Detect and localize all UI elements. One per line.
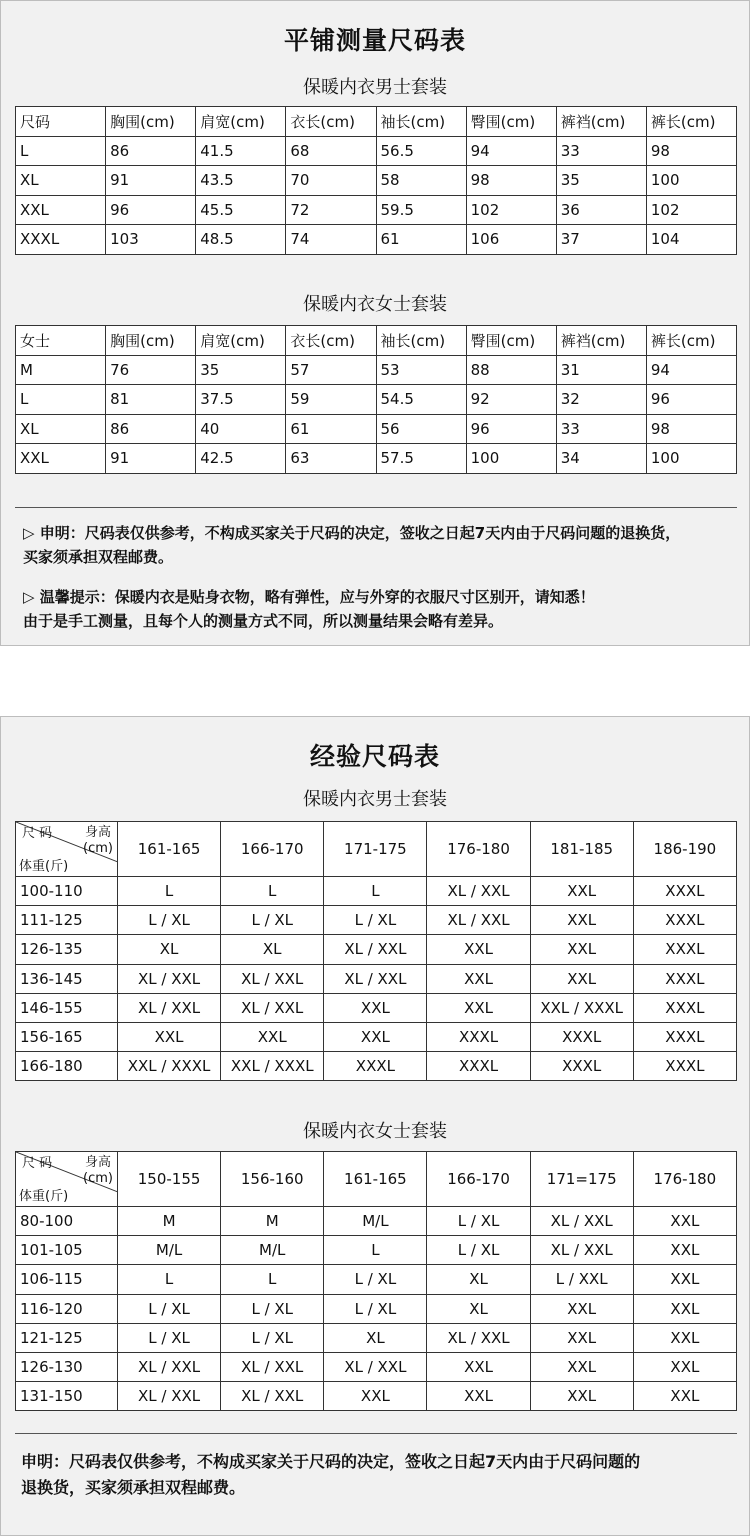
weight-cell: 126-130 bbox=[16, 1352, 118, 1381]
size-cell: XXL bbox=[633, 1323, 736, 1352]
size-cell: XXL bbox=[530, 1294, 633, 1323]
weight-cell: 116-120 bbox=[16, 1294, 118, 1323]
header-cell: 女士 bbox=[16, 326, 106, 356]
divider bbox=[15, 1433, 737, 1434]
table-cell: 32 bbox=[556, 385, 646, 415]
header-cell: 裤长(cm) bbox=[646, 107, 736, 137]
table-cell: 76 bbox=[106, 355, 196, 385]
height-header: 186-190 bbox=[633, 822, 736, 877]
table-cell: XXL bbox=[16, 444, 106, 474]
size-cell: M/L bbox=[118, 1236, 221, 1265]
header-cell: 臀围(cm) bbox=[466, 107, 556, 137]
table-cell: 54.5 bbox=[376, 385, 466, 415]
size-cell: L / XL bbox=[221, 1294, 324, 1323]
size-cell: XXXL bbox=[530, 1052, 633, 1081]
size-cell: XL / XXL bbox=[324, 935, 427, 964]
size-cell: XXXL bbox=[633, 1052, 736, 1081]
table-cell: 58 bbox=[376, 166, 466, 196]
size-cell: XXXL bbox=[633, 993, 736, 1022]
corner-height-unit: (cm) bbox=[83, 1171, 113, 1186]
header-cell: 肩宽(cm) bbox=[196, 326, 286, 356]
table-cell: 92 bbox=[466, 385, 556, 415]
weight-cell: 146-155 bbox=[16, 993, 118, 1022]
table-cell: XL bbox=[16, 166, 106, 196]
size-cell: XL / XXL bbox=[427, 1323, 530, 1352]
corner-weight-label: 体重(斤) bbox=[19, 1189, 69, 1204]
table-cell: 72 bbox=[286, 195, 376, 225]
header-cell: 胸围(cm) bbox=[106, 326, 196, 356]
table-cell: 103 bbox=[106, 225, 196, 255]
size-cell: XL / XXL bbox=[427, 877, 530, 906]
flat-measurement-title: 平铺测量尺码表 bbox=[283, 26, 466, 55]
divider bbox=[15, 507, 737, 508]
table-cell: XXXL bbox=[16, 225, 106, 255]
size-cell: XXL bbox=[633, 1382, 736, 1411]
size-cell: XXL bbox=[427, 1352, 530, 1381]
table-cell: 56.5 bbox=[376, 136, 466, 166]
size-cell: XXL / XXXL bbox=[530, 993, 633, 1022]
table-row bbox=[16, 906, 737, 935]
table-header-row bbox=[16, 822, 737, 877]
table-cell: 94 bbox=[466, 136, 556, 166]
table-cell: 56 bbox=[376, 414, 466, 444]
table-cell: 34 bbox=[556, 444, 646, 474]
size-cell: XXL bbox=[633, 1352, 736, 1381]
table-cell: 100 bbox=[646, 166, 736, 196]
weight-cell: 131-150 bbox=[16, 1382, 118, 1411]
header-cell: 衣长(cm) bbox=[286, 326, 376, 356]
size-cell: XXXL bbox=[633, 964, 736, 993]
flat-measurement-panel bbox=[0, 0, 750, 646]
size-cell: M bbox=[221, 1207, 324, 1236]
size-cell: M bbox=[118, 1207, 221, 1236]
table-row bbox=[16, 385, 737, 415]
size-cell: XXXL bbox=[427, 1022, 530, 1051]
size-cell: L bbox=[324, 1236, 427, 1265]
table-row bbox=[16, 964, 737, 993]
corner-cell bbox=[16, 1152, 118, 1207]
men-measurement-caption: 保暖内衣男士套装 bbox=[303, 77, 447, 98]
table-row bbox=[16, 355, 737, 385]
table-cell: 91 bbox=[106, 444, 196, 474]
table-row bbox=[16, 1052, 737, 1081]
weight-cell: 136-145 bbox=[16, 964, 118, 993]
weight-cell: 106-115 bbox=[16, 1265, 118, 1294]
table-cell: 96 bbox=[106, 195, 196, 225]
height-header: 181-185 bbox=[530, 822, 633, 877]
corner-height-label bbox=[83, 1155, 113, 1187]
table-row bbox=[16, 877, 737, 906]
table-row bbox=[16, 1022, 737, 1051]
disclaimer-note bbox=[23, 521, 735, 569]
height-header: 176-180 bbox=[633, 1152, 736, 1207]
size-cell: L / XL bbox=[324, 906, 427, 935]
table-cell: 48.5 bbox=[196, 225, 286, 255]
size-cell: XXL bbox=[530, 964, 633, 993]
table-cell: 106 bbox=[466, 225, 556, 255]
weight-cell: 100-110 bbox=[16, 877, 118, 906]
header-cell: 臀围(cm) bbox=[466, 326, 556, 356]
table-row bbox=[16, 414, 737, 444]
size-cell: XXXL bbox=[427, 1052, 530, 1081]
size-cell: XXL bbox=[530, 1382, 633, 1411]
table-cell: 61 bbox=[286, 414, 376, 444]
corner-height-text: 身高 bbox=[85, 825, 112, 840]
size-cell: XL / XXL bbox=[221, 964, 324, 993]
size-cell: XXL bbox=[633, 1294, 736, 1323]
size-cell: L bbox=[221, 1265, 324, 1294]
table-cell: XL bbox=[16, 414, 106, 444]
height-header: 161-165 bbox=[118, 822, 221, 877]
size-cell: XL / XXL bbox=[427, 906, 530, 935]
size-cell: XL bbox=[118, 935, 221, 964]
size-cell: L / XL bbox=[427, 1207, 530, 1236]
size-cell: XXL / XXXL bbox=[221, 1052, 324, 1081]
size-cell: XXXL bbox=[633, 935, 736, 964]
size-cell: XL / XXL bbox=[324, 1352, 427, 1381]
weight-cell: 101-105 bbox=[16, 1236, 118, 1265]
size-cell: XXL bbox=[427, 1382, 530, 1411]
weight-cell: 156-165 bbox=[16, 1022, 118, 1051]
table-cell: 40 bbox=[196, 414, 286, 444]
size-cell: XXL bbox=[324, 1382, 427, 1411]
table-cell: 41.5 bbox=[196, 136, 286, 166]
size-cell: L bbox=[324, 877, 427, 906]
table-header-row bbox=[16, 1152, 737, 1207]
women-size-caption: 保暖内衣女士套装 bbox=[303, 1121, 447, 1142]
size-cell: XXXL bbox=[633, 906, 736, 935]
disclaimer-line: 申明：尺码表仅供参考，不构成买家关于尺码的决定，签收之日起7天内由于尺码问题的 bbox=[21, 1452, 641, 1471]
table-cell: L bbox=[16, 385, 106, 415]
women-measurement-caption: 保暖内衣女士套装 bbox=[303, 294, 447, 315]
table-row bbox=[16, 195, 737, 225]
experience-size-panel bbox=[0, 716, 750, 1536]
table-cell: 70 bbox=[286, 166, 376, 196]
table-row bbox=[16, 1382, 737, 1411]
table-cell: 31 bbox=[556, 355, 646, 385]
size-cell: XXXL bbox=[633, 1022, 736, 1051]
size-cell: M/L bbox=[324, 1207, 427, 1236]
table-cell: 37 bbox=[556, 225, 646, 255]
table-cell: 59 bbox=[286, 385, 376, 415]
size-cell: XXL bbox=[427, 993, 530, 1022]
weight-cell: 111-125 bbox=[16, 906, 118, 935]
size-cell: L / XL bbox=[324, 1265, 427, 1294]
table-cell: 37.5 bbox=[196, 385, 286, 415]
table-row bbox=[16, 225, 737, 255]
table-row bbox=[16, 1352, 737, 1381]
size-cell: L / XL bbox=[324, 1294, 427, 1323]
size-cell: M/L bbox=[221, 1236, 324, 1265]
table-row bbox=[16, 1207, 737, 1236]
men-size-table bbox=[15, 821, 737, 1081]
size-cell: XL / XXL bbox=[118, 1382, 221, 1411]
size-cell: L / XL bbox=[118, 906, 221, 935]
header-cell: 裤裆(cm) bbox=[556, 107, 646, 137]
size-cell: XXL bbox=[427, 964, 530, 993]
table-cell: 33 bbox=[556, 136, 646, 166]
weight-cell: 121-125 bbox=[16, 1323, 118, 1352]
height-header: 171=175 bbox=[530, 1152, 633, 1207]
table-row bbox=[16, 444, 737, 474]
experience-disclaimer-note bbox=[21, 1449, 733, 1501]
size-cell: L bbox=[221, 877, 324, 906]
height-header: 176-180 bbox=[427, 822, 530, 877]
size-cell: XL bbox=[427, 1265, 530, 1294]
table-row bbox=[16, 1323, 737, 1352]
table-cell: 63 bbox=[286, 444, 376, 474]
size-cell: XXL bbox=[324, 1022, 427, 1051]
table-row bbox=[16, 935, 737, 964]
table-cell: 57 bbox=[286, 355, 376, 385]
table-cell: 91 bbox=[106, 166, 196, 196]
header-cell: 袖长(cm) bbox=[376, 326, 466, 356]
table-cell: M bbox=[16, 355, 106, 385]
disclaimer-line: 退换货，买家须承担双程邮费。 bbox=[21, 1478, 246, 1497]
table-cell: 86 bbox=[106, 136, 196, 166]
table-cell: 61 bbox=[376, 225, 466, 255]
table-cell: 33 bbox=[556, 414, 646, 444]
table-cell: 35 bbox=[556, 166, 646, 196]
table-cell: 81 bbox=[106, 385, 196, 415]
size-cell: L / XL bbox=[221, 1323, 324, 1352]
size-cell: XL / XXL bbox=[324, 964, 427, 993]
size-cell: XXXL bbox=[633, 877, 736, 906]
corner-weight-label: 体重(斤) bbox=[19, 859, 69, 874]
corner-height-label bbox=[83, 825, 113, 857]
header-cell: 肩宽(cm) bbox=[196, 107, 286, 137]
table-cell: 98 bbox=[646, 136, 736, 166]
table-cell: 35 bbox=[196, 355, 286, 385]
size-cell: L bbox=[118, 1265, 221, 1294]
table-cell: 102 bbox=[466, 195, 556, 225]
size-cell: L / XL bbox=[221, 906, 324, 935]
weight-cell: 80-100 bbox=[16, 1207, 118, 1236]
size-cell: XL / XXL bbox=[530, 1207, 633, 1236]
size-cell: XL bbox=[324, 1323, 427, 1352]
table-header-row bbox=[16, 326, 737, 356]
size-cell: XL / XXL bbox=[530, 1236, 633, 1265]
size-cell: XL / XXL bbox=[221, 1382, 324, 1411]
women-measurement-table bbox=[15, 325, 737, 474]
table-header-row bbox=[16, 107, 737, 137]
table-cell: 68 bbox=[286, 136, 376, 166]
height-header: 150-155 bbox=[118, 1152, 221, 1207]
tip-line: 由于是手工测量，且每个人的测量方式不同，所以测量结果会略有差异。 bbox=[23, 612, 504, 630]
table-cell: 104 bbox=[646, 225, 736, 255]
women-size-table bbox=[15, 1151, 737, 1411]
size-cell: XL / XXL bbox=[118, 964, 221, 993]
table-cell: 94 bbox=[646, 355, 736, 385]
men-measurement-table bbox=[15, 106, 737, 255]
table-cell: XXL bbox=[16, 195, 106, 225]
size-cell: XXL / XXXL bbox=[118, 1052, 221, 1081]
weight-cell: 126-135 bbox=[16, 935, 118, 964]
table-cell: 98 bbox=[466, 166, 556, 196]
table-row bbox=[16, 1294, 737, 1323]
weight-cell: 166-180 bbox=[16, 1052, 118, 1081]
table-row bbox=[16, 166, 737, 196]
size-cell: XL / XXL bbox=[118, 993, 221, 1022]
header-cell: 裤长(cm) bbox=[646, 326, 736, 356]
height-header: 156-160 bbox=[221, 1152, 324, 1207]
table-cell: 57.5 bbox=[376, 444, 466, 474]
size-cell: XXL bbox=[530, 1352, 633, 1381]
table-cell: 45.5 bbox=[196, 195, 286, 225]
size-cell: XXL bbox=[118, 1022, 221, 1051]
size-cell: XL / XXL bbox=[221, 1352, 324, 1381]
table-cell: 59.5 bbox=[376, 195, 466, 225]
header-cell: 裤裆(cm) bbox=[556, 326, 646, 356]
size-cell: L / XL bbox=[118, 1323, 221, 1352]
table-cell: 100 bbox=[466, 444, 556, 474]
size-cell: XXXL bbox=[324, 1052, 427, 1081]
size-cell: XXL bbox=[633, 1265, 736, 1294]
size-cell: XXL bbox=[633, 1207, 736, 1236]
table-cell: 96 bbox=[646, 385, 736, 415]
table-cell: 86 bbox=[106, 414, 196, 444]
height-header: 166-170 bbox=[221, 822, 324, 877]
table-cell: 96 bbox=[466, 414, 556, 444]
table-row bbox=[16, 993, 737, 1022]
table-row bbox=[16, 136, 737, 166]
tip-line: ▷ 温馨提示：保暖内衣是贴身衣物，略有弹性，应与外穿的衣服尺寸区别开，请知悉！ bbox=[23, 588, 595, 606]
header-cell: 袖长(cm) bbox=[376, 107, 466, 137]
size-cell: XXL bbox=[530, 877, 633, 906]
size-cell: XXL bbox=[324, 993, 427, 1022]
table-cell: L bbox=[16, 136, 106, 166]
corner-cell bbox=[16, 822, 118, 877]
disclaimer-line: 买家须承担双程邮费。 bbox=[23, 548, 174, 566]
size-cell: XXL bbox=[633, 1236, 736, 1265]
height-header: 166-170 bbox=[427, 1152, 530, 1207]
disclaimer-line: ▷ 申明：尺码表仅供参考，不构成买家关于尺码的决定，签收之日起7天内由于尺码问题的退换货， bbox=[23, 524, 681, 542]
table-row bbox=[16, 1236, 737, 1265]
table-cell: 43.5 bbox=[196, 166, 286, 196]
height-header: 161-165 bbox=[324, 1152, 427, 1207]
table-row bbox=[16, 1265, 737, 1294]
table-cell: 88 bbox=[466, 355, 556, 385]
table-cell: 42.5 bbox=[196, 444, 286, 474]
size-cell: XL / XXL bbox=[221, 993, 324, 1022]
size-cell: XXL bbox=[530, 906, 633, 935]
size-cell: L / XXL bbox=[530, 1265, 633, 1294]
size-cell: L / XL bbox=[118, 1294, 221, 1323]
size-cell: L / XL bbox=[427, 1236, 530, 1265]
corner-height-text: 身高 bbox=[85, 1155, 112, 1170]
men-size-caption: 保暖内衣男士套装 bbox=[303, 789, 447, 810]
corner-size-label: 尺 码 bbox=[22, 1156, 53, 1171]
tip-note bbox=[23, 585, 735, 633]
corner-size-label: 尺 码 bbox=[22, 826, 53, 841]
size-cell: L bbox=[118, 877, 221, 906]
size-cell: XXXL bbox=[530, 1022, 633, 1051]
corner-height-unit: (cm) bbox=[83, 841, 113, 856]
size-cell: XL bbox=[221, 935, 324, 964]
table-cell: 98 bbox=[646, 414, 736, 444]
size-cell: XXL bbox=[427, 935, 530, 964]
table-cell: 53 bbox=[376, 355, 466, 385]
size-cell: XXL bbox=[530, 935, 633, 964]
header-cell: 胸围(cm) bbox=[106, 107, 196, 137]
header-cell: 尺码 bbox=[16, 107, 106, 137]
size-cell: XL / XXL bbox=[118, 1352, 221, 1381]
table-cell: 74 bbox=[286, 225, 376, 255]
table-cell: 102 bbox=[646, 195, 736, 225]
table-cell: 100 bbox=[646, 444, 736, 474]
table-cell: 36 bbox=[556, 195, 646, 225]
size-cell: XXL bbox=[530, 1323, 633, 1352]
size-cell: XXL bbox=[221, 1022, 324, 1051]
experience-size-title: 经验尺码表 bbox=[309, 742, 440, 771]
header-cell: 衣长(cm) bbox=[286, 107, 376, 137]
height-header: 171-175 bbox=[324, 822, 427, 877]
size-cell: XL bbox=[427, 1294, 530, 1323]
